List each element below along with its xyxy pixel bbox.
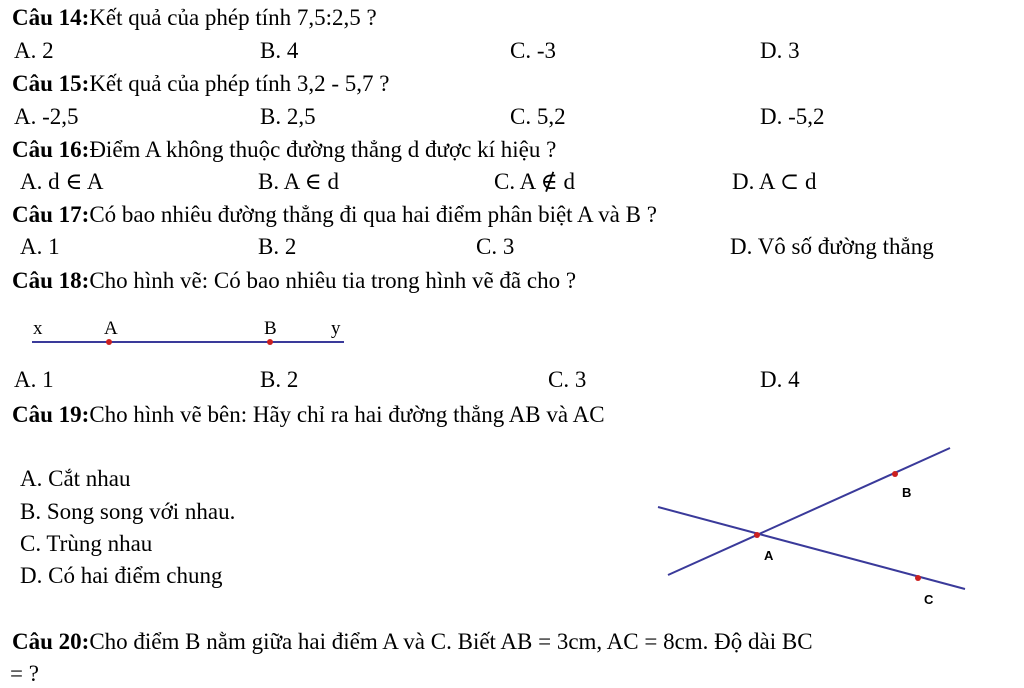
option-d[interactable]: D. 3 — [760, 38, 800, 63]
question-label: Câu 14: — [12, 5, 90, 30]
question-20 — [12, 628, 813, 656]
question-text: Có bao nhiêu đường thẳng đi qua hai điểm phân biệt A và B ? — [89, 202, 657, 227]
option-a[interactable]: A. -2,5 — [14, 104, 79, 129]
label-a: A — [104, 318, 118, 339]
option-b[interactable]: B. A ∈ d — [258, 169, 339, 194]
question-label: Câu 18: — [12, 268, 90, 293]
option-a[interactable]: A. 2 — [14, 38, 54, 63]
option-b[interactable]: B. 2 — [260, 367, 299, 392]
option-d[interactable]: D. Có hai điểm chung — [20, 563, 223, 588]
option-b[interactable]: B. 4 — [260, 38, 299, 63]
question-label: Câu 19: — [12, 402, 90, 427]
question-text: Kết quả của phép tính 7,5:2,5 ? — [89, 5, 377, 30]
label-b: B — [902, 485, 912, 500]
option-a[interactable]: A. 1 — [20, 234, 60, 259]
option-b[interactable]: B. 2 — [258, 234, 297, 259]
line-ab — [668, 448, 950, 575]
question-text: Kết quả của phép tính 3,2 - 5,7 ? — [89, 71, 390, 96]
point-a — [754, 532, 760, 538]
option-c[interactable]: C. 3 — [548, 367, 587, 392]
question-label: Câu 20: — [12, 629, 90, 654]
option-a[interactable]: A. Cắt nhau — [20, 466, 131, 491]
question-text: Điểm A không thuộc đường thẳng d được kí hiệu ? — [89, 137, 557, 162]
option-b[interactable]: B. 2,5 — [260, 104, 316, 129]
option-c[interactable]: C. Trùng nhau — [20, 531, 153, 556]
question-text: Cho điểm B nằm giữa hai điểm A và C. Biết AB = 3cm, AC = 8cm. Độ dài BC — [89, 629, 813, 654]
point-b — [892, 471, 898, 477]
option-a[interactable]: A. d ∈ A — [20, 169, 104, 194]
option-d[interactable]: D. Vô số đường thẳng — [730, 234, 934, 259]
label-y: y — [331, 318, 341, 339]
label-c: C — [924, 592, 934, 607]
question-text: Cho hình vẽ bên: Hãy chỉ ra hai đường thẳng AB và AC — [89, 402, 605, 427]
question-label: Câu 15: — [12, 71, 90, 96]
question-label: Câu 17: — [12, 202, 90, 227]
option-d[interactable]: D. -5,2 — [760, 104, 825, 129]
question-text: Cho hình vẽ: Có bao nhiêu tia trong hình vẽ đã cho ? — [89, 268, 577, 293]
option-c[interactable]: C. -3 — [510, 38, 556, 63]
point-c — [915, 575, 921, 581]
option-c[interactable]: C. 3 — [476, 234, 515, 259]
option-c[interactable]: C. A ∉ d — [494, 169, 575, 194]
option-a[interactable]: A. 1 — [14, 367, 54, 392]
label-a: A — [764, 548, 774, 563]
option-c[interactable]: C. 5,2 — [510, 104, 566, 129]
question-20-continuation: = ? — [10, 661, 39, 686]
option-b[interactable]: B. Song song với nhau. — [20, 499, 236, 524]
label-x: x — [33, 318, 43, 339]
question-label: Câu 16: — [12, 137, 90, 162]
label-b: B — [264, 318, 277, 339]
option-d[interactable]: D. A ⊂ d — [732, 169, 817, 194]
option-d[interactable]: D. 4 — [760, 367, 800, 392]
